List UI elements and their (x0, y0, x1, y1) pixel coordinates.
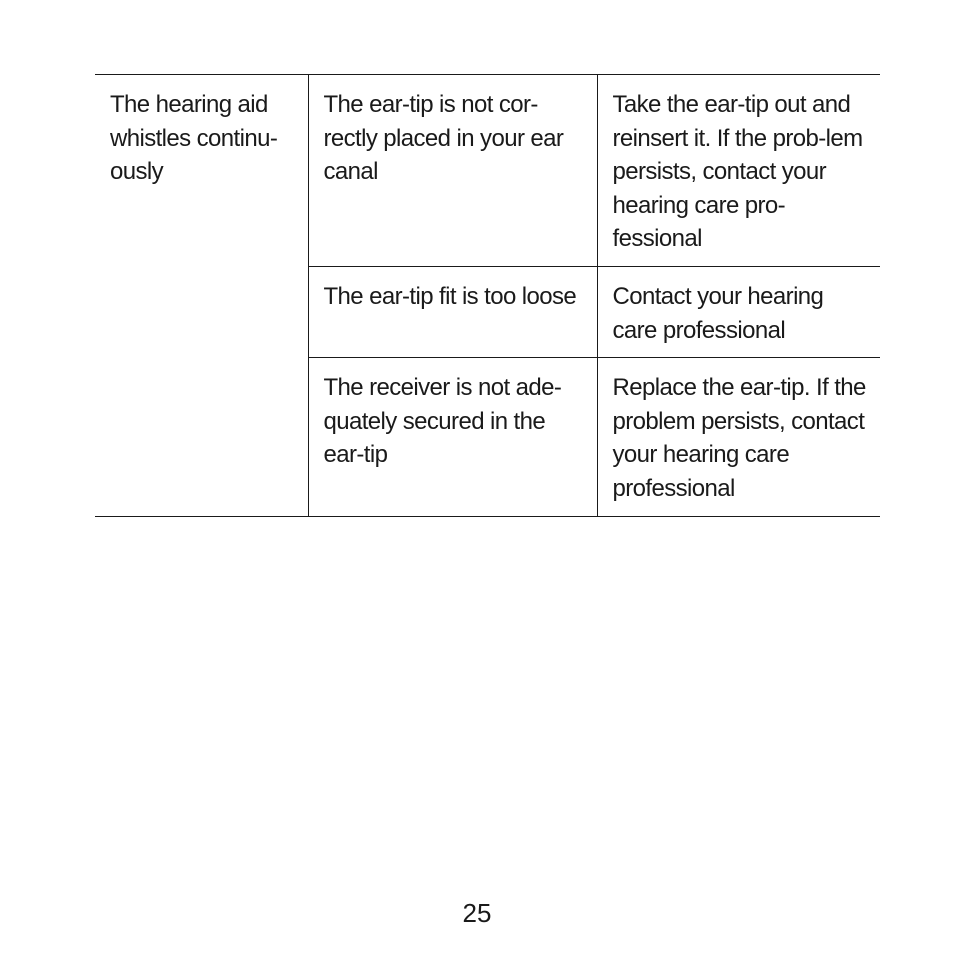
page-number: 25 (462, 898, 492, 928)
cause-cell (308, 75, 597, 267)
solution-text: Replace the ear-tip. If the problem persists, contact your hearing care professional (612, 374, 866, 502)
solution-cell (597, 266, 880, 357)
cause-cell (308, 358, 597, 516)
cause-cell (308, 266, 597, 357)
cause-text: The receiver is not ade-quately secured in the ear-tip (323, 374, 562, 469)
cause-text: The ear-tip is not cor-rectly placed in your ear canal (323, 91, 564, 186)
solution-text: Contact your hearing care professional (612, 282, 824, 344)
solution-cell (597, 75, 880, 267)
solution-text: Take the ear-tip out and reinsert it. If the prob-lem persists, contact your hearing care pro-fessional (612, 91, 863, 253)
table-row (95, 75, 880, 267)
cause-text: The ear-tip fit is too loose (323, 282, 577, 310)
problem-cell (95, 75, 308, 517)
solution-cell (597, 358, 880, 516)
problem-text: The hearing aid whistles continu-ously (110, 91, 278, 186)
troubleshooting-table (95, 74, 880, 517)
